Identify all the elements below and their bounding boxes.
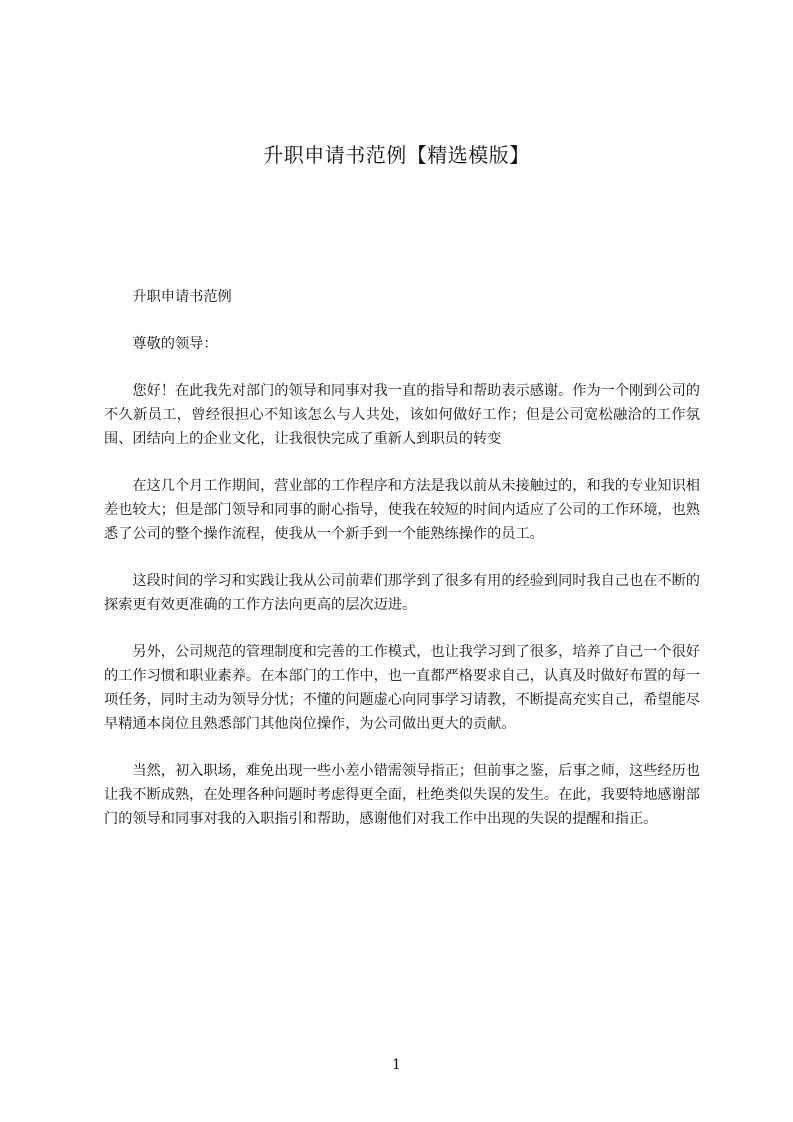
greeting: 尊敬的领导：	[132, 336, 218, 352]
subheading: 升职申请书范例	[132, 289, 232, 305]
paragraph-4: 另外，公司规范的管理制度和完善的工作模式，也让我学习到了很多，培养了自己一个很好的工作习惯和职业素养。在本部门的工作中，也一直都严格要求自己，认真及时做好布置的每一项任务，同时主动为领导分忧；不懂的问题虚心向同事学习请教，不断提高充实自己，希望能尽早精通本岗位且熟悉部门其他岗位操作，为公司做出更大的贡献。	[104, 644, 700, 732]
paragraph-1: 您好！在此我先对部门的领导和同事对我一直的指导和帮助表示感谢。作为一个刚到公司的不久新员工，曾经很担心不知该怎么与人共处，该如何做好工作；但是公司宽松融洽的工作氛围、团结向上的企业文化，让我很快完成了重新人到职员的转变	[104, 383, 700, 447]
document-body	[104, 285, 700, 854]
paragraph-2: 在这几个月工作期间，营业部的工作程序和方法是我以前从未接触过的，和我的专业知识相差也较大；但是部门领导和同事的耐心指导，使我在较短的时间内适应了公司的工作环境，也熟悉了公司的整个操作流程，使我从一个新手到一个能熟练操作的员工。	[104, 478, 700, 542]
document-title: 升职申请书范例【精选模版】	[263, 143, 530, 167]
paragraph-5: 当然，初入职场，难免出现一些小差小错需领导指正；但前事之鉴，后事之师，这些经历也让我不断成熟，在处理各种问题时考虑得更全面，杜绝类似失误的发生。在此，我要特地感谢部门的领导和同事对我的入职指引和帮助，感谢他们对我工作中出现的失误的提醒和指正。	[104, 763, 700, 827]
page-number: 1	[392, 1057, 401, 1073]
paragraph-3: 这段时间的学习和实践让我从公司前辈们那学到了很多有用的经验到同时我自己也在不断的探索更有效更准确的工作方法向更高的层次迈进。	[104, 573, 700, 613]
